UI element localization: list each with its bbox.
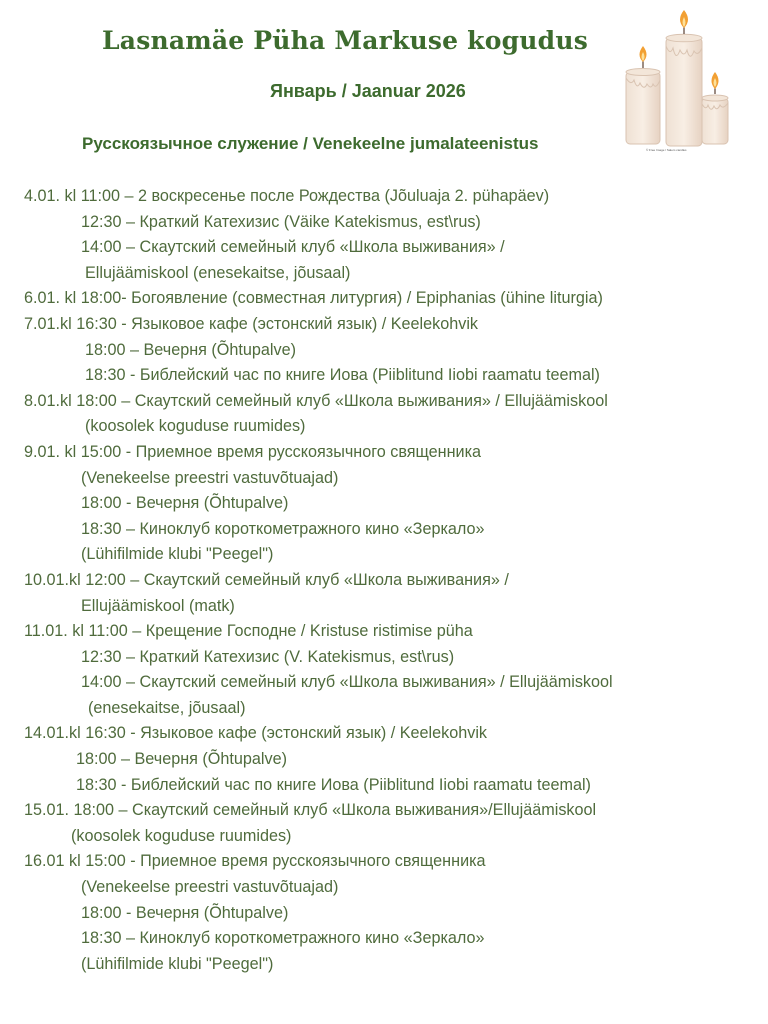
schedule-line: 9.01. kl 15:00 - Приемное время русскоязычного священника: [24, 442, 482, 461]
schedule-line: 15.01. 18:00 – Скаутский семейный клуб «Школа выживания»/Ellujäämiskool: [24, 801, 597, 820]
candles-illustration: [618, 6, 736, 156]
section-heading: Русскоязычное служение / Venekeelne jumalateenistus: [82, 134, 539, 153]
schedule-line: 11.01. kl 11:00 – Крещение Господне / Kristuse ristimise püha: [24, 622, 473, 641]
schedule-line: Ellujäämiskool (matk): [81, 596, 235, 615]
schedule-line: (Venekeelse preestri vastuvõtuajad): [81, 468, 339, 487]
schedule-line: 14:00 – Скаутский семейный клуб «Школа выживания» / Ellujäämiskool: [81, 673, 613, 692]
schedule-line: 18:00 - Вечерня (Õhtupalve): [81, 494, 289, 513]
schedule-line: 4.01. kl 11:00 – 2 воскресенье после Рождества (Jõuluaja 2. pühapäev): [24, 187, 550, 205]
schedule-line: (Venekeelse preestri vastuvõtuajad): [81, 878, 339, 897]
schedule-line: 18:00 – Вечерня (Õhtupalve): [76, 750, 287, 769]
schedule-line: 18:30 - Библейский час по книге Иова (Piiblitund Iiobi raamatu teemal): [76, 775, 591, 794]
page-title: Lasnamäe Püha Markuse kogudus: [102, 26, 588, 55]
schedule-line: (koosolek koguduse ruumides): [71, 826, 292, 845]
schedule-line: 16.01 kl 15:00 - Приемное время русскоязычного священника: [24, 852, 486, 871]
candle-right: [702, 72, 728, 144]
schedule-line: 6.01. kl 18:00- Богоявление (совместная литургия) / Epiphanias (ühine liturgia): [24, 289, 603, 308]
schedule-line: 18:00 – Вечерня (Õhtupalve): [85, 340, 296, 359]
schedule-list: [24, 184, 744, 977]
schedule-line: (Lühifilmide klubi "Peegel"): [81, 954, 274, 973]
image-credit: © Free Image / Salem candles: [646, 148, 687, 152]
schedule-line: (koosolek koguduse ruumides): [85, 417, 306, 436]
month-heading: Январь / Jaanuar 2026: [270, 81, 466, 101]
schedule-line: 18:30 – Киноклуб короткометражного кино «Зеркало»: [81, 519, 485, 538]
schedule-line: 18:30 - Библейский час по книге Иова (Piiblitund Iiobi raamatu teemal): [85, 366, 600, 385]
candle-left: [626, 46, 660, 144]
schedule-line: 12:30 – Краткий Катехизис (V. Katekismus, est\rus): [81, 647, 455, 666]
schedule-line: (enesekaitse, jõusaal): [88, 698, 246, 717]
candle-center: [666, 10, 702, 146]
schedule-line: 18:00 - Вечерня (Õhtupalve): [81, 903, 289, 922]
schedule-line: 10.01.kl 12:00 – Скаутский семейный клуб «Школа выживания» /: [24, 570, 509, 589]
schedule-line: 12:30 – Краткий Катехизис (Väike Katekismus, est\rus): [81, 212, 481, 231]
schedule-line: 7.01.kl 16:30 - Языковое кафе (эстонский язык) / Keelekohvik: [24, 314, 479, 333]
schedule-line: 14:00 – Скаутский семейный клуб «Школа выживания» /: [81, 238, 505, 257]
schedule-line: (Lühifilmide klubi "Peegel"): [81, 545, 274, 564]
schedule-line: 18:30 – Киноклуб короткометражного кино «Зеркало»: [81, 929, 485, 948]
schedule-line: 14.01.kl 16:30 - Языковое кафе (эстонский язык) / Keelekohvik: [24, 724, 488, 743]
schedule-line: 8.01.kl 18:00 – Скаутский семейный клуб «Школа выживания» / Ellujäämiskool: [24, 391, 608, 410]
schedule-line: Ellujäämiskool (enesekaitse, jõusaal): [85, 263, 351, 282]
